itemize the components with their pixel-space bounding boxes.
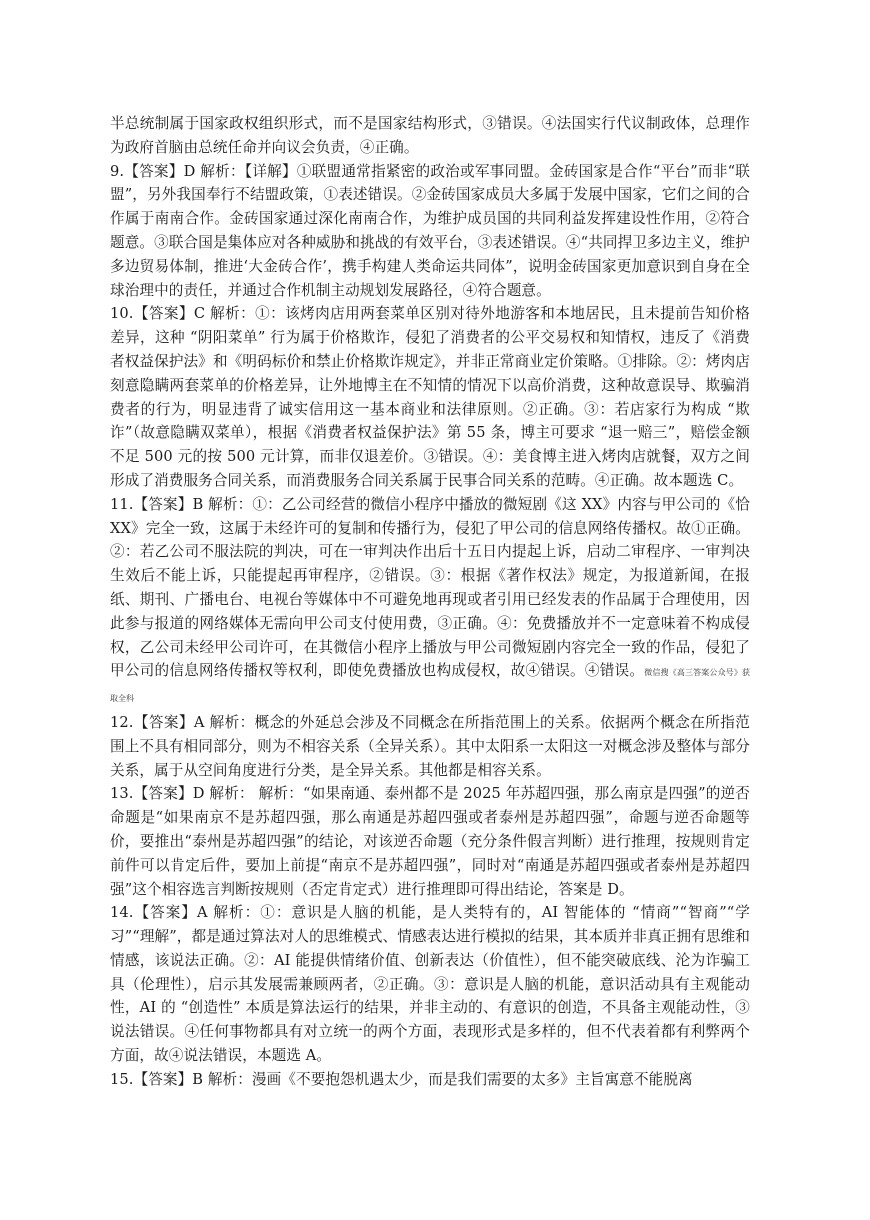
paragraph-q8-continued	[110, 112, 750, 160]
paragraph-answer-15	[110, 1068, 750, 1092]
paragraph-text: 半总统制属于国家政权组织形式，而不是国家结构形式，③错误。④法国实行代议制政体，总理作为政府首脑由总统任命并向议会负责，④正确。	[110, 115, 750, 156]
paragraph-text: 9.【答案】D 解析：【详解】①联盟通常指紧密的政治或军事同盟。金砖国家是合作“平台”而非“联盟”，另外我国奉行不结盟政策，①表述错误。②金砖国家成员大多属于发展中国家，它们之间的合作属于南南合作。金砖国家通过深化南南合作，为维护成员国的共同利益发挥建设性作用，②符合题意。③联合国是集体应对各种威胁和挑战的有效平台，③表述错误。④“共同捍卫多边主义，维护多边贸易体制，推进‘大金砖合作’，携手构建人类命运共同体”，说明金砖国家更加意识到自身在全球治理中的责任，并通过合作机制主动规划发展路径，④符合题意。	[110, 162, 750, 299]
paragraph-text: 12.【答案】A 解析：概念的外延总会涉及不同概念在所指范围上的关系。依据两个概念在所指范围上不具有相同部分，则为不相容关系（全异关系）。其中太阳系一太阳这一对概念涉及整体与部分关系，属于从空间角度进行分类，是全异关系。其他都是相容关系。	[110, 713, 750, 779]
paragraph-text: 10.【答案】C 解析：①：该烤肉店用两套菜单区别对待外地游客和本地居民，且未提前告知价格差异，这种 “阴阳菜单” 行为属于价格欺诈，侵犯了消费者的公平交易权和知情权，违反了《消费者权益保护法》和《明码标价和禁止价格欺诈规定》，并非正常商业定价策略。①排除。②：烤肉店刻意隐瞒两套菜单的价格差异，让外地博主在不知情的情况下以高价消费，这种故意误导、欺骗消费者的行为，明显违背了诚实信用这一基本商业和法律原则。②正确。③：若店家行为构成 “欺诈”（故意隐瞒双菜单），根据《消费者权益保护法》第 55 条，博主可要求 “退一赔三”，赔偿金额不足 500 元的按 500 元计算，而非仅退差价。③错误。④：美食博主进入烤肉店就餐，双方之间形成了消费服务合同关系，而消费服务合同关系属于民事合同关系的范畴。④正确。故本题选 C。	[110, 305, 750, 489]
paragraph-answer-9	[110, 160, 750, 303]
paragraph-text: 15.【答案】B 解析：漫画《不要抱怨机遇太少，而是我们需要的太多》主旨寓意不能脱离	[110, 1070, 693, 1088]
paragraph-answer-12	[110, 711, 750, 782]
paragraph-answer-11	[110, 493, 750, 711]
paragraph-answer-13	[110, 782, 750, 901]
paragraph-text: 11.【答案】B 解析：①：乙公司经营的微信小程序中播放的微短剧《这 XX》内容与甲公司的《恰 XX》完全一致，这属于未经许可的复制和传播行为，侵犯了甲公司的信息网络传播权。故①正确。②：若乙公司不服法院的判决，可在一审判决作出后十五日内提起上诉，启动二审程序、一审判决生效后不能上诉，只能提起再审程序，②错误。③：根据《著作权法》规定，为报道新闻，在报纸、期刊、广播电台、电视台等媒体中不可避免地再现或者引用已经发表的作品属于合理使用，因此参与报道的网络媒体无需向甲公司支付使用费，③正确。④：免费播放并不一定意味着不构成侵权，乙公司未经甲公司许可，在其微信小程序上播放与甲公司微短剧内容完全一致的作品，侵犯了甲公司的信息网络传播权等权利，即使免费播放也构成侵权，故④错误。④错误。	[110, 495, 750, 680]
document-page	[110, 112, 750, 1212]
paragraph-answer-14	[110, 901, 750, 1068]
paragraph-text: 14.【答案】A 解析：①：意识是人脑的机能，是人类特有的，AI 智能体的 “情商”“智商”“学习”“理解”，都是通过算法对人的思维模式、情感表达进行模拟的结果，其本质并非真正拥有思维和情感，该说法正确。②：AI 能提供情绪价值、创新表达（价值性），但不能突破底线、沦为诈骗工具（伦理性），启示其发展需兼顾两者，②正确。③：意识是人脑的机能，意识活动具有主观能动性，AI 的 “创造性” 本质是算法运行的结果，并非主动的、有意识的创造，不具备主观能动性，③说法错误。④任何事物都具有对立统一的两个方面，表现形式是多样的，但不代表着都有利弊两个方面，故④说法错误，本题选 A。	[110, 904, 750, 1065]
paragraph-answer-10	[110, 302, 750, 492]
paragraph-text: 13.【答案】D 解析： 解析：“如果南通、泰州都不是 2025 年苏超四强，那么南京是四强”的逆否命题是“如果南京不是苏超四强，那么南通是苏超四强或者泰州是苏超四强”，命题与逆否命题等价，要推出“泰州是苏超四强”的结论，对该逆否命题（充分条件假言判断）进行推理，按规则肯定前件可以肯定后件，要加上前提“南京不是苏超四强”，同时对“南通是苏超四强或者泰州是苏超四强”这个相容选言判断按规则（否定肯定式）进行推理即可得出结论，答案是 D。	[110, 785, 750, 898]
wechat-note: 微信搜《高三答案公众号》获取全科	[110, 668, 750, 704]
